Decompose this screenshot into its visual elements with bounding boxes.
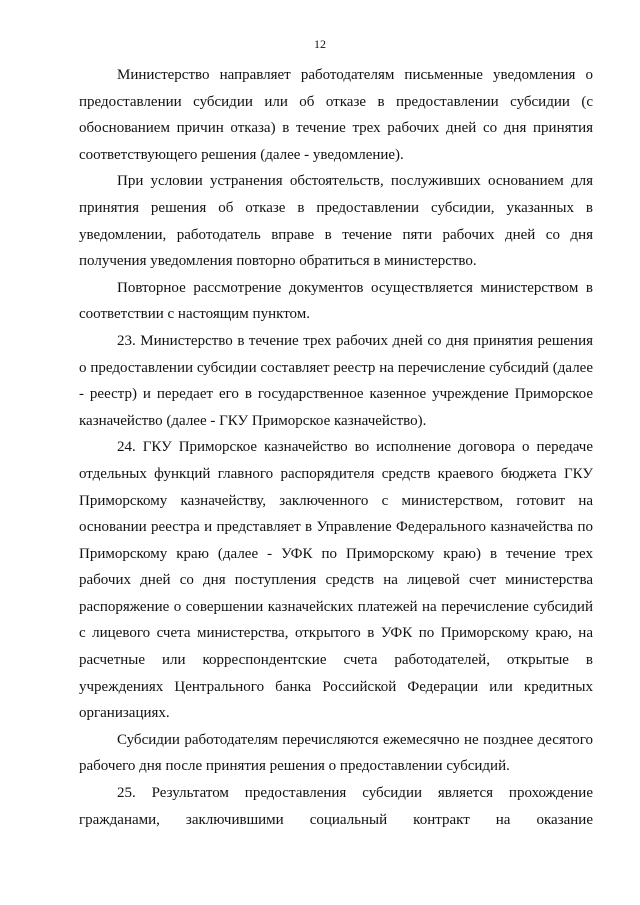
paragraph-item-24: 24. ГКУ Приморское казначейство во исполнение договора о передаче отдельных функций главного распорядителя средств краевого бюджета ГКУ Приморскому казначейству, заключенного с министерством, готовит на основании реестра и представляет в Управление Федерального казначейства по Приморскому краю (далее - УФК по Приморскому краю) в течение трех рабочих дней со дня поступления средств на лицевой счет министерства распоряжение о совершении казначейских платежей на перечисление субсидий с лицевого счета министерства, открытого в УФК по Приморскому краю, на расчетные или корреспондентские счета работодателей, открытые в учреждениях Центрального банка Российской Федерации или кредитных организациях. bbox=[79, 439, 593, 722]
paragraph-subsidy-transfer: Субсидии работодателям перечисляются ежемесячно не позднее десятого рабочего дня после принятия решения о предоставлении субсидий. bbox=[79, 731, 593, 775]
paragraph-reapplication: При условии устранения обстоятельств, послуживших основанием для принятия решения об отказе в предоставлении субсидии, указанных в уведомлении, работодатель вправе в течение пяти рабочих дней со дня получения уведомления повторно обратиться в министерство. bbox=[79, 173, 593, 270]
paragraph-review: Повторное рассмотрение документов осуществляется министерством в соответствии с настоящим пунктом. bbox=[79, 279, 593, 323]
paragraph-item-23: 23. Министерство в течение трех рабочих дней со дня принятия решения о предоставлении субсидии составляет реестр на перечисление субсидий (далее - реестр) и передает его в государственное казенное учреждение Приморское казначейство (далее - ГКУ Приморское казначейство). bbox=[79, 332, 593, 429]
paragraph-item-25: 25. Результатом предоставления субсидии является прохождение гражданами, заключившими социальный контракт на оказание bbox=[79, 785, 593, 828]
page-number: 12 bbox=[314, 37, 326, 51]
document-body bbox=[79, 62, 593, 833]
paragraph-notification: Министерство направляет работодателям письменные уведомления о предоставлении субсидии или об отказе в предоставлении субсидии (с обоснованием причин отказа) в течение трех рабочих дней со дня принятия соответствующего решения (далее - уведомление). bbox=[79, 67, 593, 163]
